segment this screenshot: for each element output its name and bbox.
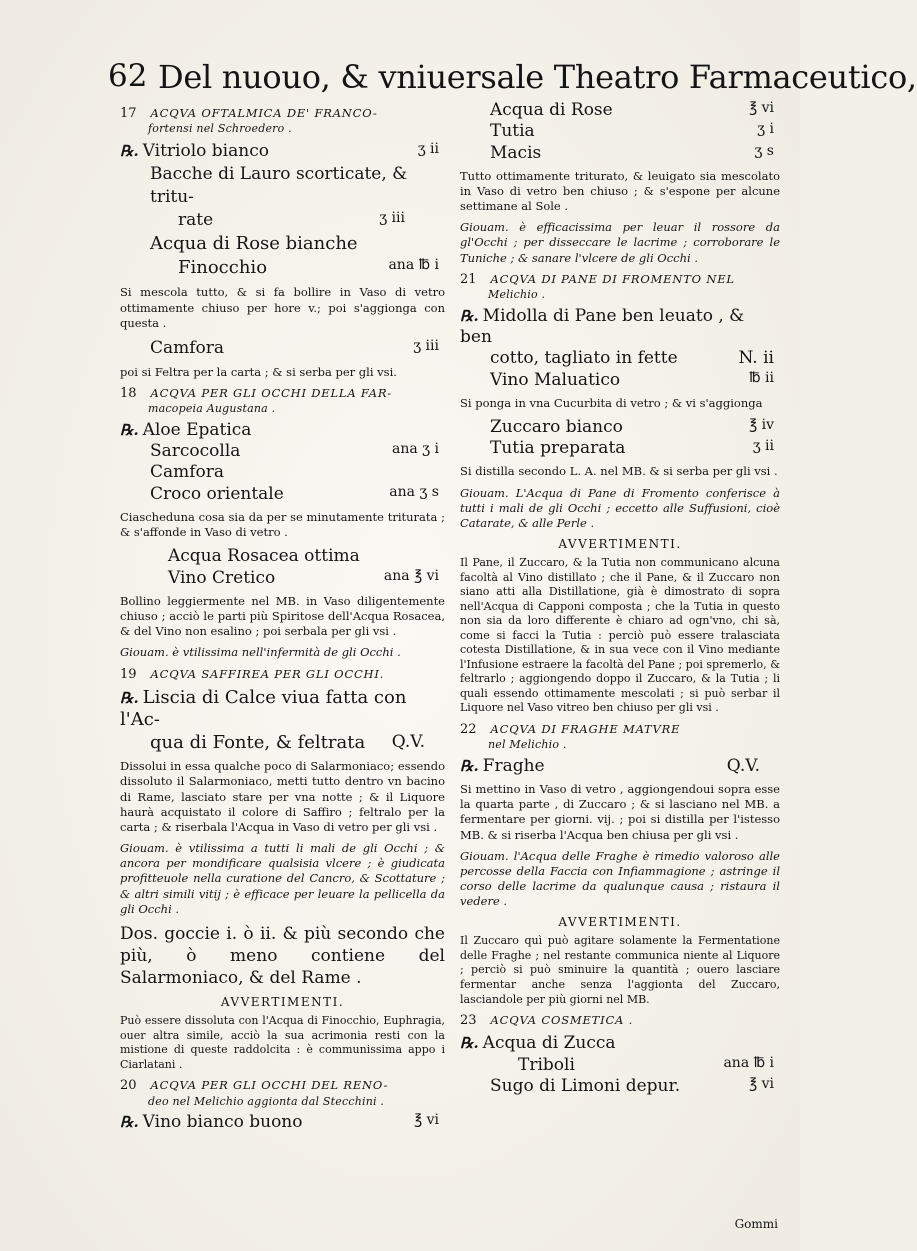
instruction-text: Si mettino in Vaso di vetro , aggiongendoui sopra esse la quarta parte , di Zuccaro ; & si lasciano nel MB. a fermentare per giorni. vij. ; poi si distilla per l'istesso MB. & si riserba l'Acqua ben chiusa per gli vsi . (460, 782, 780, 842)
recipe-number: 22 (460, 721, 477, 737)
instruction-text: Si mescola tutto, & si fa bollire in Vaso di vetro ottimamente chiuso per hore v.; poi s'aggionga con questa . (120, 285, 445, 330)
running-title: Del nuouo, & vniuersale Theatro Farmaceutico, (158, 58, 917, 96)
ingredient-line (460, 143, 780, 164)
ingredient-name: Bacche di Lauro scorticate, & tritu- (150, 163, 408, 207)
ingredient-line (120, 420, 445, 441)
recipe-20-continued (460, 100, 780, 266)
recipe-symbol: ℞. (120, 420, 139, 439)
ingredient-line (120, 687, 445, 732)
recipe-heading (120, 106, 445, 136)
ingredient-name: Aloe Epatica (142, 419, 252, 440)
notes-text: Il Zuccaro quì può agitare solamente la Fermentatione delle Fraghe ; nel restante communica niente al Liquore ; perciò si può sminuire la quantità ; ouero lasciare fermentar anche senza l'aggionta del Zuccaro, lasciandole per più giorni nel MB. (460, 934, 780, 1006)
ingredient-line (460, 756, 780, 777)
recipe-number: 21 (460, 271, 477, 287)
recipe-title: ACQVA COSMETICA . (490, 1013, 634, 1028)
ingredient-line (460, 370, 780, 391)
recipe-heading (460, 272, 780, 302)
ingredient-line (460, 306, 780, 349)
recipe-subtitle: fortensi nel Schroedero . (148, 122, 292, 136)
ingredient-name: Zuccaro bianco (490, 416, 623, 437)
ingredient-name: Triboli (518, 1054, 575, 1075)
recipe-17 (120, 106, 445, 380)
ingredient-quantity: ʒ ii (417, 141, 439, 157)
ingredient-line (120, 337, 445, 360)
ingredient-quantity: ℥ vi (749, 1075, 774, 1092)
recipe-subtitle: nel Melichio . (488, 738, 567, 752)
recipe-subtitle: deo nel Melichio aggionta dal Stecchini . (148, 1094, 385, 1108)
recipe-symbol: ℞. (460, 306, 479, 325)
recipe-number: 20 (120, 1078, 137, 1094)
recipe-title: ACQVA DI FRAGHE MATVRE (490, 721, 681, 736)
ingredient-quantity: ℥ vi (414, 1112, 439, 1129)
ingredient-quantity: ana ℔ i (723, 1054, 774, 1071)
recipe-heading (120, 667, 445, 683)
recipe-title: ACQVA PER GLI OCCHI DEL RENO- (150, 1078, 389, 1093)
ingredient-line (460, 1055, 780, 1076)
ingredient-quantity: ʒ ii (752, 438, 774, 455)
ingredient-quantity: Q.V. (726, 755, 760, 776)
ingredient-name: Midolla di Pane ben leuato , & ben (460, 305, 745, 348)
ingredient-line (120, 232, 445, 256)
virtue-text: Giouam. l'Acqua delle Fraghe è rimedio valoroso alle percosse della Faccia con Infiammagione ; astringe il corso delle lacrime da qualunque causa ; ristaura il vedere . (460, 848, 780, 909)
ingredient-quantity: ana ʒ s (389, 483, 439, 500)
recipe-heading (120, 386, 445, 416)
ingredient-quantity: ʒ iii (379, 209, 405, 226)
recipe-symbol: ℞. (120, 142, 139, 160)
recipe-symbol: ℞. (120, 1113, 139, 1132)
ingredient-name: Fraghe (482, 755, 545, 776)
ingredient-quantity: ℥ iv (749, 416, 774, 433)
recipe-number: 18 (120, 385, 137, 401)
ingredient-line (460, 438, 780, 459)
notes-text: Il Pane, il Zuccaro, & la Tutia non communicano alcuna facoltà al Vino distillato ; che il Pane, & il Zuccaro non siano atti alla Distillatione, già è dimostrato di sopra nell'Acqua di Capponi composta ; che la Tutia in questo non sia da loro differente è chiaro ad ogn'vno, chi sà, come si facci la Tutia : perciò può essere tralasciata cotesta Distillatione, & in sua vece con il Vino mediante l'Infusione estraere la facoltà del Pane ; poi spremerlo, & feltrarlo ; aggiongendo doppo il Zuccaro, & la Tutia ; li quali essendo ottimamente mescolati ; si può serbar il Liquore nel Vaso vitreo ben chiuso per gli vsi . (460, 556, 780, 715)
recipe-number: 17 (120, 106, 137, 121)
instruction-text: Tutto ottimamente triturato, & leuigato sia mescolato in Vaso di vetro ben chiuso ; & s'espone per alcune settimane al Sole . (460, 168, 780, 214)
ingredient-line (120, 441, 445, 462)
ingredient-name: rate (178, 209, 214, 230)
ingredient-name: Vitriolo bianco (142, 141, 269, 161)
instruction-text: poi si Feltra per la carta ; & si serba per gli vsi. (120, 364, 397, 379)
recipe-number: 23 (460, 1013, 477, 1029)
recipe-23 (460, 1013, 780, 1097)
notes-heading: AVVERTIMENTI. (558, 537, 682, 552)
virtue-text: Giouam. è vtilissima nell'infermità de gli Occhi . (120, 645, 401, 660)
recipe-subtitle: Melichio . (488, 288, 546, 302)
recipe-18 (120, 386, 445, 661)
recipe-heading (460, 1013, 780, 1029)
recipe-title: ACQVA PER GLI OCCHI DELLA FAR- (150, 385, 392, 400)
instruction-text: Si distilla secondo L. A. nel MB. & si serba per gli vsi . (460, 464, 778, 479)
left-column (120, 100, 445, 1134)
ingredient-line (120, 209, 445, 232)
ingredient-line (120, 140, 445, 163)
notes-text: Può essere dissoluta con l'Acqua di Finocchio, Euphragia, ouer altra simile, acciò la sua acrimonia resti con la mistione di queste raddolcita : è communissima appo i Ciarlatani . (120, 1014, 445, 1071)
ingredient-name: Acqua di Rose (490, 100, 613, 120)
ingredient-line (120, 732, 445, 755)
ingredient-quantity: ℥ vi (749, 100, 774, 116)
ingredient-quantity: Q.V. (391, 731, 425, 752)
recipe-heading (120, 1078, 445, 1108)
ingredient-name: Acqua Rosacea ottima (168, 546, 360, 567)
ingredient-name: Croco orientale (150, 483, 284, 504)
ingredient-line (120, 256, 445, 280)
ingredient-line (120, 163, 445, 209)
ingredient-name: Acqua di Zucca (482, 1033, 616, 1054)
ingredient-name: Finocchio (178, 257, 268, 279)
recipe-subtitle: macopeia Augustana . (148, 402, 276, 416)
recipe-title: ACQVA OFTALMICA DE' FRANCO- (150, 106, 378, 120)
ingredient-line (120, 462, 445, 483)
right-column (460, 100, 780, 1097)
ingredient-line (120, 568, 445, 589)
ingredient-line (460, 121, 780, 142)
ingredient-quantity: ana ℥ vi (383, 567, 439, 584)
instruction-text: Bollino leggiermente nel MB. in Vaso diligentemente chiuso ; acciò le parti più Spiritose dell'Acqua Rosacea, & del Vino non esalino ; poi serbala per gli vsi . (120, 593, 445, 639)
ingredient-line (120, 546, 445, 567)
recipe-20 (120, 1078, 445, 1133)
ingredient-name: Tutia preparata (490, 438, 626, 459)
ingredient-line (460, 417, 780, 438)
ingredient-name: Macis (490, 142, 542, 163)
recipe-22 (460, 722, 780, 1007)
instruction-text: Ciascheduna cosa sia da per se minutamente triturata ; & s'affonde in Vaso di vetro . (120, 509, 445, 540)
recipe-symbol: ℞. (460, 756, 479, 775)
ingredient-name: Vino Maluatico (490, 369, 621, 390)
notes-heading: AVVERTIMENTI. (558, 915, 682, 930)
catchword: Gommi (734, 1217, 778, 1231)
ingredient-line (120, 1112, 445, 1133)
ingredient-name: Vino Cretico (168, 567, 276, 588)
ingredient-name: Acqua di Rose bianche (150, 232, 358, 254)
ingredient-name: qua di Fonte, & feltrata (150, 731, 366, 753)
ingredient-quantity: ʒ iii (413, 337, 439, 354)
ingredient-name: cotto, tagliato in fette (490, 348, 678, 369)
ingredient-quantity: ℔ ii (749, 369, 774, 386)
ingredient-line (460, 1076, 780, 1097)
ingredient-quantity: N. ii (738, 348, 774, 369)
ingredient-quantity: ana ʒ i (392, 441, 439, 458)
ingredient-quantity: ʒ s (754, 142, 774, 159)
recipe-21 (460, 272, 780, 716)
instruction-text: Dissolui in essa qualche poco di Salarmoniaco; essendo dissoluto il Salarmoniaco, metti tutto dentro vn bacino di Rame, lasciato stare per vna notte ; & il Liquore haurà acquistato il colore di Saffiro ; feltralo per la carta ; & riserbala l'Acqua in Vaso di vetro per gli vsi . (120, 759, 445, 834)
ingredient-line (460, 348, 780, 369)
recipe-heading (460, 722, 780, 752)
instruction-text: Si ponga in vna Cucurbita di vetro ; & vi s'aggionga (460, 395, 763, 410)
ingredient-line (460, 1033, 780, 1054)
virtue-text: Giouam. L'Acqua di Pane di Fromento conferisce à tutti i mali de gli Occhi ; eccetto alle Suffusioni, cioè Catarate, & alle Perle . (460, 485, 780, 530)
ingredient-name: Tutia (490, 121, 535, 142)
recipe-title: ACQVA SAFFIREA PER GLI OCCHI. (150, 666, 385, 681)
recipe-symbol: ℞. (120, 688, 139, 707)
recipe-19 (120, 667, 445, 1073)
ingredient-name: Camfora (150, 337, 225, 358)
recipe-title: ACQVA DI PANE DI FROMENTO NEL (490, 271, 735, 286)
ingredient-line (460, 100, 780, 121)
page-number: 62 (108, 58, 148, 94)
ingredient-quantity: ʒ i (757, 121, 774, 138)
ingredient-name: Sarcocolla (150, 441, 241, 462)
ingredient-name: Sugo di Limoni depur. (490, 1075, 681, 1096)
ingredient-name: Camfora (150, 462, 225, 483)
virtue-text: Giouam. è vtilissima a tutti li mali de gli Occhi ; & ancora per mondificare qualsisia vlcere ; è giudicata profitteuole nella curatione del Cancro, & Scottature ; & altri simili vitij ; è efficace per leuare la pellicella da gli Occhi . (120, 841, 445, 916)
ingredient-name: Vino bianco buono (142, 1112, 303, 1133)
virtue-text: Giouam. è efficacissima per leuar il rossore da gl'Occhi ; per disseccare le lacrime ; corroborare le Tuniche ; & sanare l'vlcere de gli Occhi . (460, 220, 780, 265)
dosage-text: Dos. goccie i. ò ii. & più secondo che più, ò meno contiene del Salarmoniaco, & del Rame . (120, 923, 445, 989)
recipe-number: 19 (120, 666, 137, 682)
ingredient-name: Liscia di Calce viua fatta con l'Ac- (120, 686, 407, 731)
ingredient-quantity: ana ℔ i (388, 257, 439, 274)
notes-heading: AVVERTIMENTI. (220, 995, 345, 1010)
ingredient-line (120, 484, 445, 505)
recipe-symbol: ℞. (460, 1034, 479, 1053)
